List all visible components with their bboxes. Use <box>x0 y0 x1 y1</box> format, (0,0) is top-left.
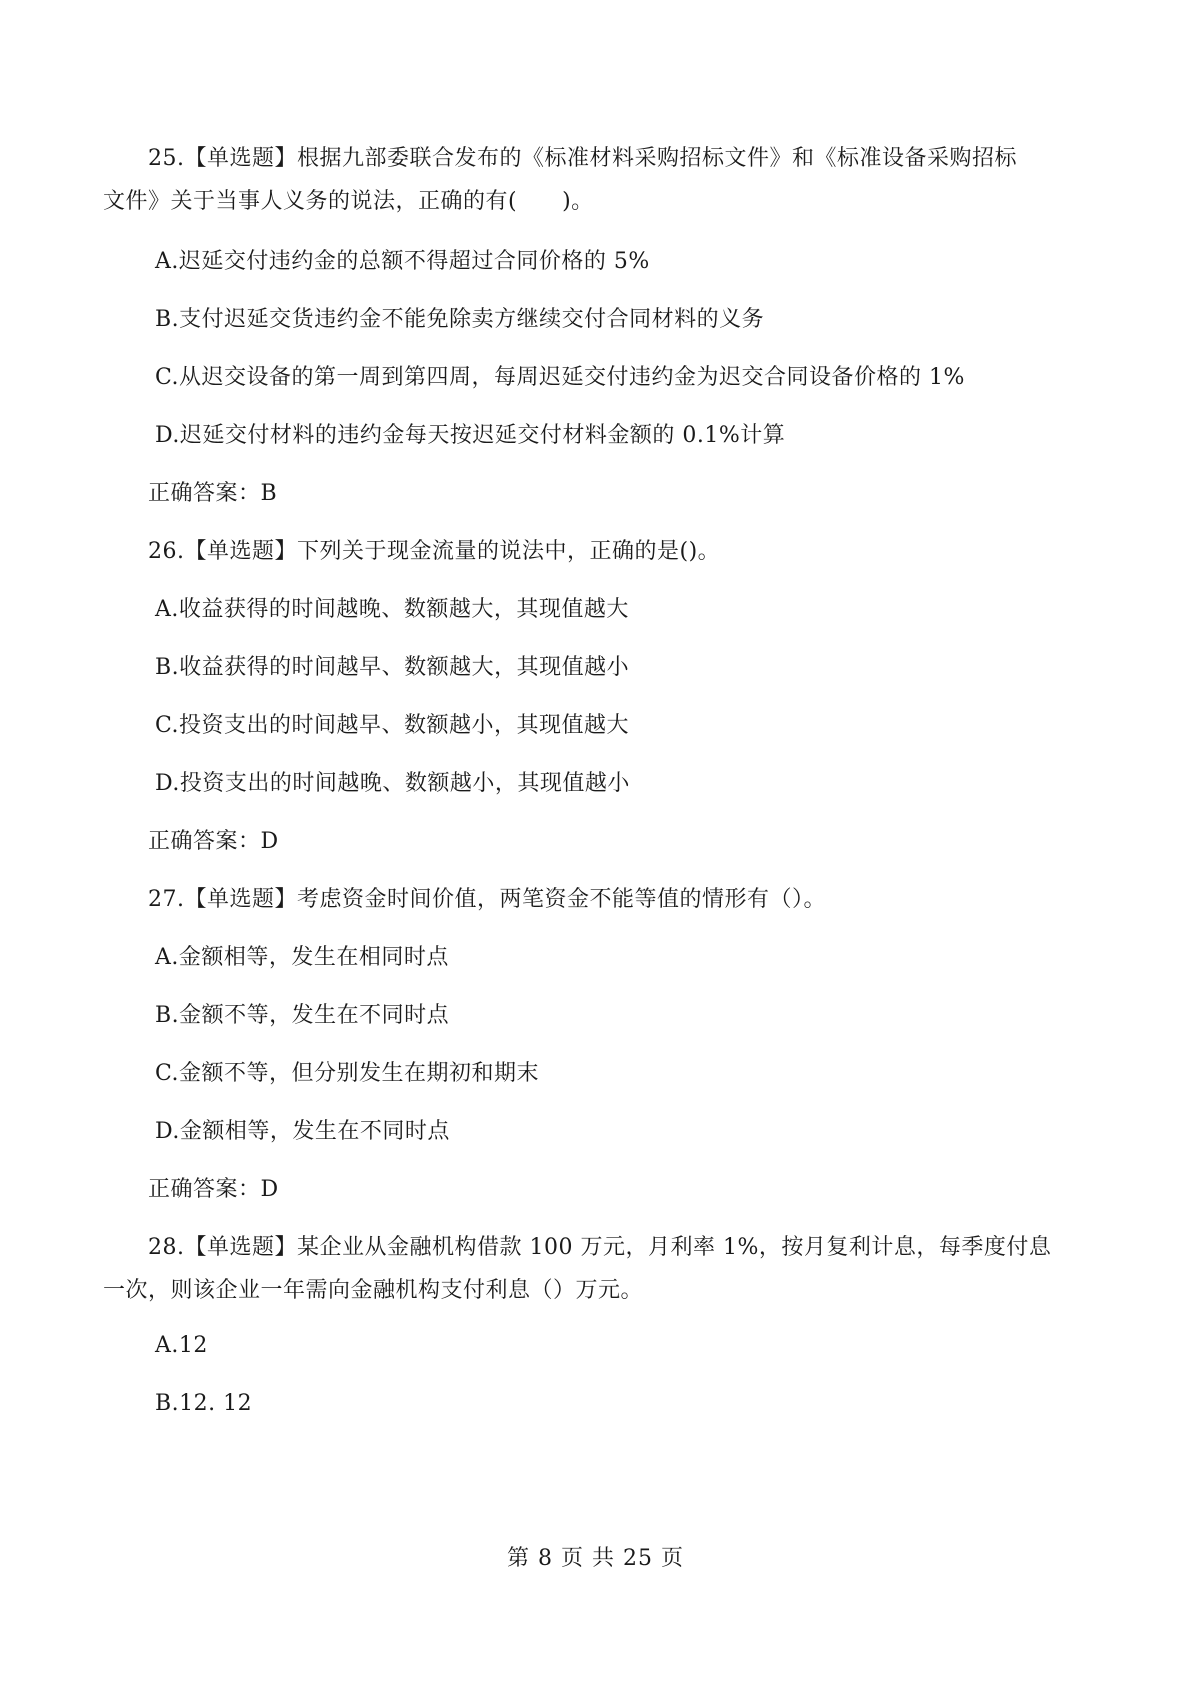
question-28-stem-line-1: 28.【单选题】某企业从金融机构借款 100 万元，月利率 1%，按月复利计息，每季度付息 <box>148 1235 1052 1260</box>
question-26-answer: 正确答案：D <box>148 829 279 854</box>
question-25-answer: 正确答案：B <box>148 481 278 506</box>
question-26-stem-line-1: 26.【单选题】下列关于现金流量的说法中，正确的是()。 <box>148 539 721 564</box>
question-26-option-c: C.投资支出的时间越早、数额越小，其现值越大 <box>155 713 630 738</box>
question-28-option-b: B.12. 12 <box>155 1391 253 1416</box>
question-27-option-a: A.金额相等，发生在相同时点 <box>155 945 449 970</box>
question-25-stem-line-2: 文件》关于当事人义务的说法，正确的有( )。 <box>103 189 594 214</box>
question-27-option-b: B.金额不等，发生在不同时点 <box>155 1003 450 1028</box>
question-27-stem-line-1: 27.【单选题】考虑资金时间价值，两笔资金不能等值的情形有（）。 <box>148 887 826 912</box>
page-footer: 第 8 页 共 25 页 <box>507 1546 684 1571</box>
question-28-option-a: A.12 <box>155 1333 208 1358</box>
question-27-answer: 正确答案：D <box>148 1177 279 1202</box>
question-25-stem-line-1: 25.【单选题】根据九部委联合发布的《标准材料采购招标文件》和《标准设备采购招标 <box>148 146 1017 171</box>
question-25-option-d: D.迟延交付材料的违约金每天按迟延交付材料金额的 0.1%计算 <box>155 423 786 448</box>
question-27-option-d: D.金额相等，发生在不同时点 <box>155 1119 450 1144</box>
question-26-option-d: D.投资支出的时间越晚、数额越小，其现值越小 <box>155 771 630 796</box>
question-26-option-b: B.收益获得的时间越早、数额越大，其现值越小 <box>155 655 630 680</box>
question-28-stem-line-2: 一次，则该企业一年需向金融机构支付利息（）万元。 <box>103 1278 644 1303</box>
question-26-option-a: A.收益获得的时间越晚、数额越大，其现值越大 <box>155 597 629 622</box>
question-25-option-a: A.迟延交付违约金的总额不得超过合同价格的 5% <box>155 249 650 274</box>
question-25-option-b: B.支付迟延交货违约金不能免除卖方继续交付合同材料的义务 <box>155 307 765 332</box>
question-25-option-c: C.从迟交设备的第一周到第四周，每周迟延交付违约金为迟交合同设备价格的 1% <box>155 365 965 390</box>
question-27-option-c: C.金额不等，但分别发生在期初和期末 <box>155 1061 540 1086</box>
